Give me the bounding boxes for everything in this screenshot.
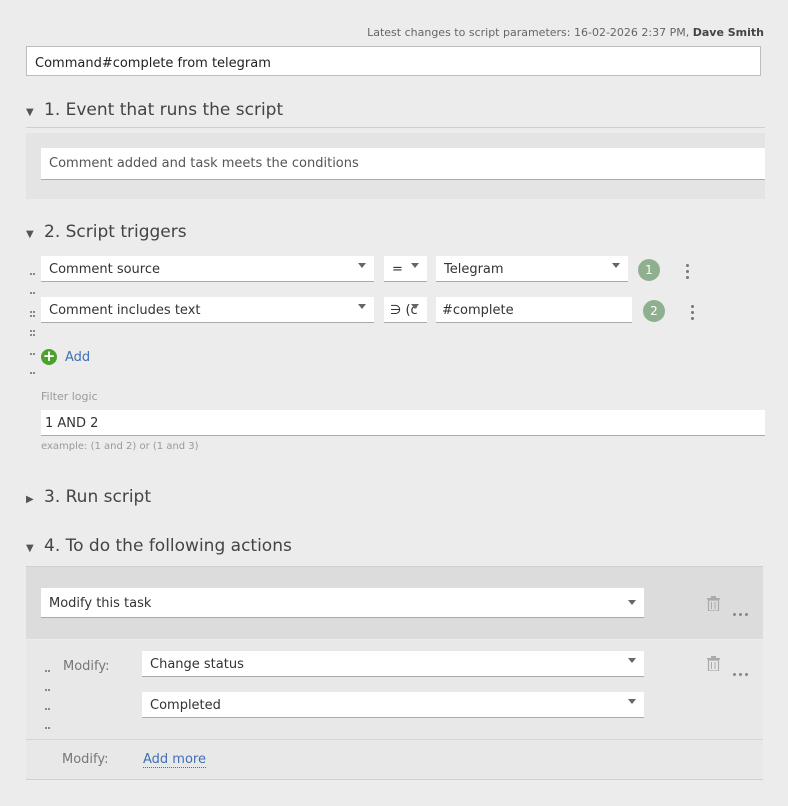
modify-value-label: Completed (150, 698, 221, 713)
trash-icon[interactable] (707, 596, 720, 611)
trigger-index-badge: 2 (643, 300, 665, 322)
section-4-title: 4. To do the following actions (44, 536, 292, 556)
trigger-field-select[interactable] (41, 297, 374, 323)
more-options-icon[interactable] (733, 661, 751, 680)
section-4-header[interactable] (26, 536, 292, 556)
last-changes-label: Latest changes to script parameters: 16-02-2026 2:37 PM, (367, 26, 690, 39)
trigger-value-label: Telegram (444, 262, 504, 277)
trigger-operator-select[interactable] (384, 297, 427, 323)
trigger-operator-select[interactable] (384, 256, 427, 282)
last-changes-author: Dave Smith (692, 26, 764, 39)
more-options-icon[interactable] (733, 601, 751, 620)
kebab-menu-icon[interactable] (686, 264, 690, 282)
kebab-menu-icon[interactable] (691, 305, 695, 323)
trigger-value-select[interactable] (436, 256, 628, 282)
add-more-modify-label: Modify: (62, 752, 109, 767)
section-1-divider (26, 127, 765, 128)
chevron-down-icon (628, 600, 636, 605)
chevron-down-icon (411, 304, 419, 309)
trash-icon[interactable] (707, 656, 720, 671)
trigger-value-input[interactable]: #complete (436, 297, 632, 323)
action-target-label: Modify this task (49, 596, 152, 611)
add-trigger-link[interactable]: Add (65, 350, 91, 365)
chevron-down-icon (358, 263, 366, 268)
trigger-field-label: Comment includes text (49, 303, 201, 318)
chevron-down-icon (612, 263, 620, 268)
collapse-caret-icon: ▼ (26, 543, 34, 554)
drag-handle-icon[interactable] (30, 304, 38, 380)
modify-field-select[interactable] (142, 651, 644, 677)
trigger-field-label: Comment source (49, 262, 160, 277)
add-more-link[interactable]: Add more (143, 752, 206, 767)
section-3-title: 3. Run script (44, 487, 151, 507)
script-name-input[interactable]: Command#complete from telegram (26, 46, 761, 76)
add-more-panel (26, 740, 763, 780)
drag-handle-icon[interactable] (45, 659, 53, 735)
collapse-caret-icon: ▼ (26, 229, 34, 240)
chevron-down-icon (628, 658, 636, 663)
trigger-field-select[interactable] (41, 256, 374, 282)
section-1-header[interactable] (26, 100, 283, 120)
last-changes-info (367, 26, 764, 39)
event-field[interactable]: Comment added and task meets the conditions (41, 148, 765, 180)
chevron-down-icon (628, 699, 636, 704)
expand-caret-icon: ▶ (26, 494, 34, 505)
chevron-down-icon (411, 263, 419, 268)
trigger-operator-label: = (392, 262, 403, 277)
modify-field-label: Change status (150, 657, 244, 672)
trigger-index-badge: 1 (638, 259, 660, 281)
filter-logic-input[interactable]: 1 AND 2 (41, 410, 765, 436)
section-2-header[interactable] (26, 222, 187, 242)
add-icon[interactable]: + (42, 347, 56, 365)
section-1-title: 1. Event that runs the script (44, 100, 284, 120)
collapse-caret-icon: ▼ (26, 107, 34, 118)
chevron-down-icon (358, 304, 366, 309)
trigger-operator-label: ∋ (c (390, 303, 418, 318)
action-target-select[interactable] (41, 588, 644, 618)
modify-value-select[interactable] (142, 692, 644, 718)
section-3-header[interactable] (26, 487, 151, 507)
section-2-title: 2. Script triggers (44, 222, 187, 242)
filter-logic-hint: example: (1 and 2) or (1 and 3) (41, 441, 199, 452)
filter-logic-label: Filter logic (41, 390, 98, 403)
modify-label: Modify: (63, 659, 110, 674)
